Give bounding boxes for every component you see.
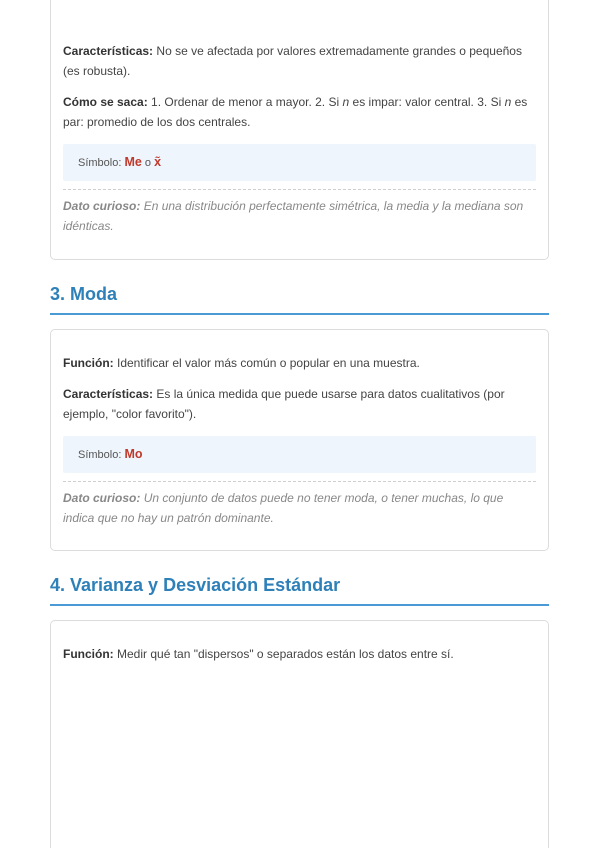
varianza-card (50, 620, 549, 848)
como-text-2: es impar: valor central. 3. Si (352, 95, 502, 109)
section-title-moda: 3. Moda (50, 284, 549, 315)
varianza-funcion (63, 644, 536, 664)
divider (63, 189, 536, 190)
divider (63, 481, 536, 482)
dato-curioso-label: Dato curioso: (63, 199, 141, 213)
caracteristicas-label: Características: (63, 44, 154, 58)
dato-curioso-text: Un conjunto de datos puede no tener moda, o tener muchas, lo que indica que no hay un patrón dominante. (63, 491, 504, 525)
moda-card (50, 329, 549, 551)
funcion-label: Función: (63, 647, 114, 661)
moda-caracteristicas (63, 384, 536, 424)
como-text-1: 1. Ordenar de menor a mayor. 2. Si (151, 95, 340, 109)
symbol-x-tilde: x̃ (154, 155, 162, 169)
moda-funcion (63, 353, 536, 373)
como-text-3: es par: promedio de los dos centrales. (63, 95, 528, 129)
section-title-varianza: 4. Varianza y Desviación Estándar (50, 575, 549, 606)
funcion-text: Medir qué tan "dispersos" o separados están los datos entre sí. (117, 647, 454, 661)
symbol-separator: o (144, 157, 152, 169)
variable-n: n (504, 95, 512, 109)
caracteristicas-text: No se ve afectada por valores extremadamente grandes o pequeños (es robusta). (63, 44, 522, 78)
dato-curioso-label: Dato curioso: (63, 491, 141, 505)
symbol-label: Símbolo: (78, 157, 122, 169)
caracteristicas-text: Es la única medida que puede usarse para datos cualitativos (por ejemplo, "color favorito"). (63, 387, 505, 421)
mediana-dato-curioso (63, 196, 536, 236)
caracteristicas-label: Características: (63, 387, 154, 401)
moda-symbol-box (63, 436, 536, 473)
dato-curioso-text: En una distribución perfectamente simétrica, la media y la mediana son idénticas. (63, 199, 524, 233)
symbol-me: Me (124, 155, 142, 169)
mediana-caracteristicas (63, 41, 536, 81)
como-se-saca-label: Cómo se saca: (63, 95, 148, 109)
symbol-mo: Mo (124, 447, 143, 461)
moda-dato-curioso (63, 488, 536, 528)
mediana-como-se-saca (63, 92, 536, 132)
mediana-card (50, 0, 549, 260)
mediana-symbol-box (63, 144, 536, 181)
funcion-label: Función: (63, 356, 114, 370)
symbol-label: Símbolo: (78, 449, 122, 461)
funcion-text: Identificar el valor más común o popular en una muestra. (117, 356, 420, 370)
variable-n: n (342, 95, 350, 109)
